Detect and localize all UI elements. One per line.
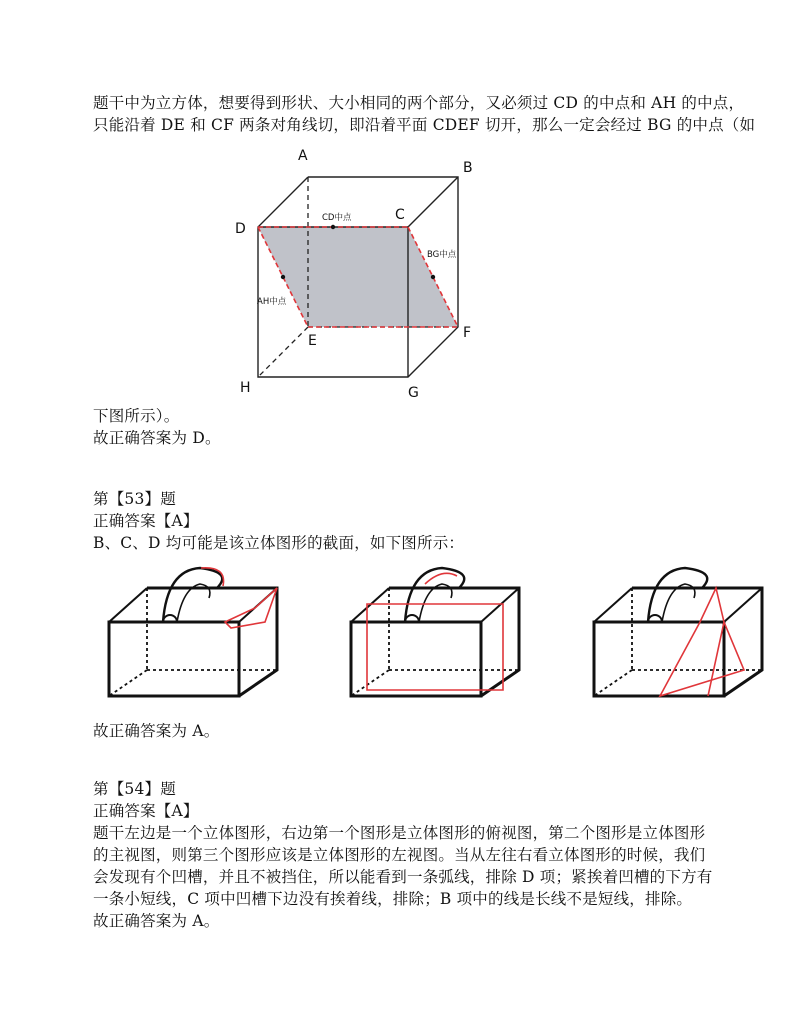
q53-text: B、C、D 均可能是该立体图形的截面，如下图所示： <box>93 534 465 552</box>
q54-text-line-1: 题干左边是一个立体图形，右边第一个图形是立体图形的俯视图，第二个图形是立体图形 <box>93 824 706 842</box>
edge-cb <box>408 177 458 227</box>
q54-title: 第【54】题 <box>93 780 176 798</box>
hidden-edge-eh <box>258 327 308 377</box>
vertex-label-d: D <box>235 221 246 237</box>
vertex-label-g: G <box>408 385 419 401</box>
q53-title: 第【53】题 <box>93 490 176 508</box>
cd-midpoint-dot <box>331 225 335 229</box>
q54-text-line-3: 会发现有个凹槽，并且不被挡住，所以能看到一条弧线，排除 D 项；紧挨着凹槽的下方有 <box>93 868 713 886</box>
q54-answer: 正确答案【A】 <box>93 802 199 820</box>
q53-figure-d <box>590 558 775 708</box>
bg-midpoint-label: BG中点 <box>427 250 457 260</box>
q54-text-line-4: 一条小短线，C 项中凹槽下边没有挨着线，排除；B 项中的线是长线不是短线，排除。 <box>93 890 693 908</box>
bg-midpoint-dot <box>431 275 435 279</box>
q53-figure-c <box>347 558 532 708</box>
q54-conclusion: 故正确答案为 A。 <box>93 912 220 930</box>
section-plane-cdef <box>258 227 458 327</box>
p52-conclusion: 故正确答案为 D。 <box>93 429 221 447</box>
vertex-label-a: A <box>298 148 308 164</box>
ah-midpoint-label: AH中点 <box>257 297 287 307</box>
vertex-label-b: B <box>463 160 473 176</box>
q53-figure-b <box>105 558 290 708</box>
cd-midpoint-label: CD中点 <box>322 213 352 223</box>
p52-line-1: 题干中为立方体，想要得到形状、大小相同的两个部分，又必须过 CD 的中点和 AH 的中点， <box>93 94 745 112</box>
p52-line-2: 只能沿着 DE 和 CF 两条对角线切，即沿着平面 CDEF 切开，那么一定会经过 BG 的中点（如 <box>93 116 756 134</box>
vertex-label-c: C <box>395 207 405 223</box>
cube-section-figure <box>225 140 495 402</box>
vertex-label-e: E <box>308 333 317 349</box>
q53-answer: 正确答案【A】 <box>93 512 199 530</box>
q53-conclusion: 故正确答案为 A。 <box>93 722 220 740</box>
q54-text-line-2: 的主视图，则第三个图形应该是立体图形的左视图。当从左往右看立体图形的时候，我们 <box>93 846 706 864</box>
ah-midpoint-dot <box>281 275 285 279</box>
p52-line-3: 下图所示）。 <box>93 407 180 425</box>
vertex-label-f: F <box>463 325 472 341</box>
vertex-label-h: H <box>240 380 251 396</box>
